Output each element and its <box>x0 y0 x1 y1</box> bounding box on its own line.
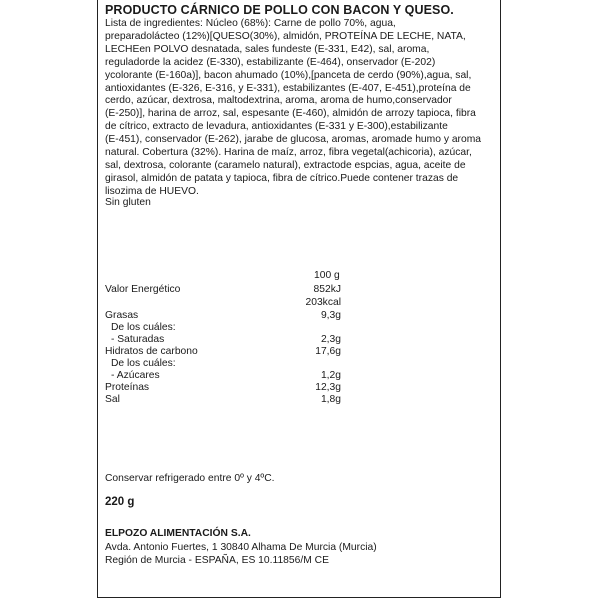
nutrition-value: 203kcal <box>305 297 341 308</box>
ingredients-line: preparadolácteo (12%)[QUESO(30%), almidón, PROTEÍNA DE LECHE, NATA, <box>105 30 466 42</box>
ingredients-line: (E-451), conservador (E-262), jarabe de glucosa, aromas, aromade humo y aroma <box>105 134 482 146</box>
company-address-line-2: Región de Murcia - ESPAÑA, ES 10.11856/M CE <box>105 555 329 566</box>
product-title: PRODUCTO CÁRNICO DE POLLO CON BACON Y QUESO. <box>105 3 454 17</box>
nutrition-per-header: 100 g <box>314 270 340 281</box>
ingredients-line: reguladorde la acidez (E-330), estabilizante (E-464), onservador (E-202) <box>105 56 436 68</box>
ingredients-line: antioxidantes (E-326, E-316, y E-331), estabilizantes (E-407, E-451),proteína de <box>105 82 471 94</box>
ingredients-line: girasol, almidón de patata y tapioca, fibra de cítrico.Puede contener trazas de <box>105 172 459 184</box>
ingredients-line: lisozima de HUEVO. <box>105 185 199 197</box>
nutrition-label: De los cuáles: <box>111 322 176 333</box>
nutrition-row-kcal <box>105 297 345 310</box>
nutrition-row-salt <box>105 394 345 407</box>
net-weight: 220 g <box>105 496 135 508</box>
ingredients-line: LECHEen POLVO desnatada, sales fundeste (E-331, E42), sal, aroma, <box>105 43 430 55</box>
nutrition-label: Valor Energético <box>105 284 181 295</box>
ingredients-line: (E-250)], harina de arroz, sal, espesante (E-460), almidón de arrozy tapioca, fibra <box>105 108 476 120</box>
ingredients-line: natural. Cobertura (32%). Harina de maíz, arroz, fibra vegetal(achicoria), azúcar, <box>105 147 472 159</box>
nutrition-label: Hidratos de carbono <box>105 346 198 357</box>
nutrition-row-energy <box>105 284 345 297</box>
ingredients-line: de cítrico, extracto de levadura, antioxidantes (E-331 y E-300),estabilizante <box>105 121 448 133</box>
ingredients-line: sal, dextrosa, colorante (caramelo natural), extractode espcias, agua, aceite de <box>105 159 466 171</box>
nutrition-value: 12,3g <box>315 382 341 393</box>
nutrition-value: 17,6g <box>315 346 341 357</box>
nutrition-label: Sal <box>105 394 120 405</box>
ingredients-line: ycolorante (E-160a)], bacon ahumado (10%),[panceta de cerdo (90%),agua, sal, <box>105 69 472 81</box>
nutrition-value: 1,8g <box>320 394 341 405</box>
nutrition-value: 2,3g <box>320 334 341 345</box>
ingredients-list <box>105 18 495 199</box>
nutrition-value: 9,3g <box>320 310 341 321</box>
ingredients-line: Lista de ingredientes: Núcleo (68%): Carne de pollo 70%, agua, <box>105 18 396 29</box>
nutrition-value: 1,2g <box>320 370 341 381</box>
company-name: ELPOZO ALIMENTACIÓN S.A. <box>105 528 251 539</box>
nutrition-label: Grasas <box>105 310 139 321</box>
nutrition-label: De los cuáles: <box>111 358 176 369</box>
storage-note: Conservar refrigerado entre 0º y 4ºC. <box>105 473 275 484</box>
nutrition-value: 852kJ <box>313 284 341 295</box>
nutrition-label: - Azúcares <box>111 370 160 381</box>
gluten-note: Sin gluten <box>105 197 151 208</box>
nutrition-label: Proteínas <box>105 382 150 393</box>
nutrition-label: - Saturadas <box>111 334 165 345</box>
ingredients-line: cerdo, azúcar, dextrosa, maltodextrina, aroma, aroma de humo,conservador <box>105 95 452 107</box>
company-address-line-1: Avda. Antonio Fuertes, 1 30840 Alhama De Murcia (Murcia) <box>105 542 377 553</box>
